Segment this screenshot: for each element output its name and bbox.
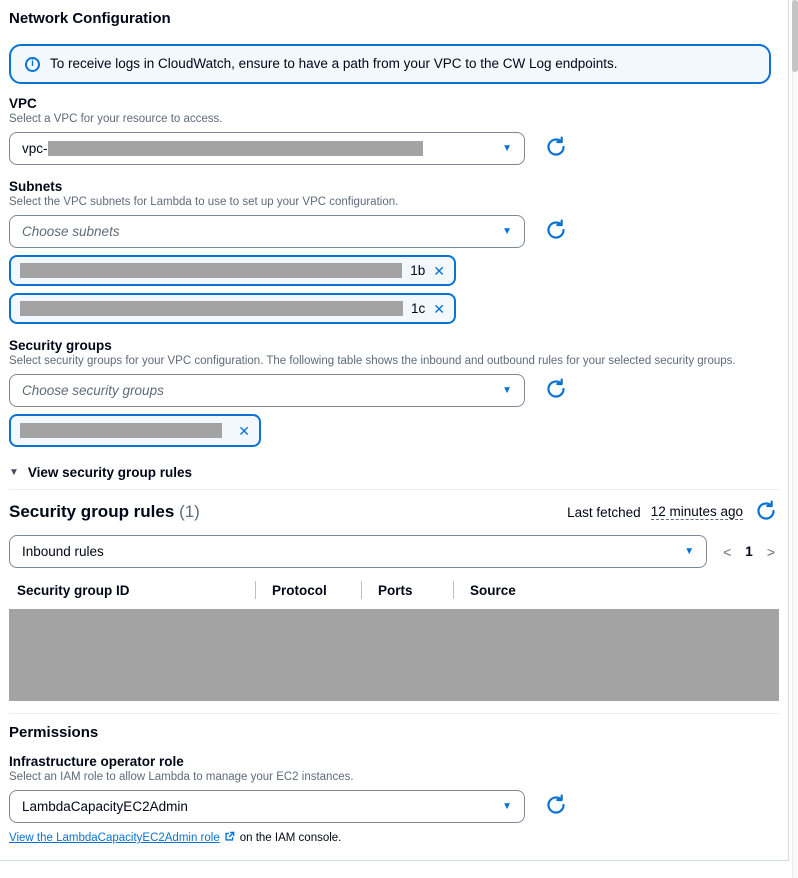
security-group-token-redacted-text	[20, 423, 222, 438]
security-groups-description: Select security groups for your VPC configuration. The following table shows the inbound and outbound rules for your selected security groups.	[9, 355, 736, 367]
refresh-icon	[545, 378, 567, 403]
column-divider	[255, 581, 256, 599]
rules-filter-row	[9, 535, 779, 568]
rules-table-redacted-content	[9, 609, 779, 701]
rules-table-header	[9, 580, 779, 600]
security-group-rules-header	[9, 499, 779, 525]
role-link-suffix: on the IAM console.	[239, 832, 342, 844]
column-divider	[453, 581, 454, 599]
section-divider	[9, 489, 779, 490]
subnets-label: Subnets	[9, 179, 63, 194]
operator-role-label: Infrastructure operator role	[9, 754, 184, 769]
column-divider	[361, 581, 362, 599]
rules-direction-select[interactable]	[9, 535, 707, 568]
vpc-field	[9, 96, 769, 165]
last-fetched	[567, 499, 779, 525]
security-groups-field	[9, 338, 769, 447]
operator-role-select[interactable]	[9, 790, 525, 823]
previous-page-button[interactable]: <	[723, 543, 732, 560]
subnets-select[interactable]	[9, 215, 525, 248]
vpc-selected-value: vpc-	[22, 141, 48, 156]
rules-counter: (1)	[179, 502, 200, 521]
operator-role-refresh-button[interactable]	[543, 794, 569, 820]
subnets-refresh-button[interactable]	[543, 219, 569, 245]
expander-caret-icon: ▼	[9, 467, 19, 478]
view-role-link-text: View the LambdaCapacityEC2Admin role	[9, 832, 220, 844]
subnets-description: Select the VPC subnets for Lambda to use to set up your VPC configuration.	[9, 196, 399, 208]
dismiss-icon[interactable]: ✕	[433, 262, 445, 279]
current-page[interactable]: 1	[745, 544, 753, 559]
external-link-icon	[224, 831, 235, 845]
view-security-group-rules-expander[interactable]	[9, 465, 192, 480]
chevron-down-icon: ▼	[684, 546, 695, 557]
dismiss-icon[interactable]: ✕	[433, 300, 445, 317]
next-page-button[interactable]: >	[766, 543, 775, 560]
vpc-label: VPC	[9, 96, 37, 111]
subnet-token-redacted-text	[20, 301, 403, 316]
chevron-down-icon: ▼	[502, 801, 512, 812]
column-header-ports: Ports	[378, 582, 413, 598]
vpc-description: Select a VPC for your resource to access.	[9, 113, 223, 125]
info-alert-text: To receive logs in CloudWatch, ensure to have a path from your VPC to the CW Log endpoints.	[50, 56, 618, 71]
dismiss-icon[interactable]: ✕	[238, 422, 250, 439]
refresh-icon	[545, 219, 567, 244]
expander-label: View security group rules	[27, 465, 192, 480]
column-header-protocol: Protocol	[272, 582, 327, 598]
section-divider	[9, 713, 779, 714]
refresh-icon	[545, 136, 567, 161]
subnet-token-suffix: 1b	[410, 263, 426, 278]
chevron-down-icon: ▼	[502, 143, 512, 154]
rules-pagination	[719, 544, 779, 560]
security-groups-select[interactable]	[9, 374, 525, 407]
subnet-token-suffix: 1c	[411, 301, 426, 316]
rules-direction-value: Inbound rules	[22, 544, 104, 559]
refresh-icon	[545, 794, 567, 819]
rules-title-text: Security group rules	[9, 502, 175, 521]
infrastructure-operator-role-field	[9, 754, 769, 845]
vpc-redacted-value	[48, 141, 423, 156]
last-fetched-prefix: Last fetched	[567, 504, 641, 520]
chevron-down-icon: ▼	[502, 385, 512, 396]
column-header-security-group-id: Security group ID	[17, 582, 130, 598]
info-alert	[9, 44, 771, 84]
subnet-token	[9, 293, 456, 324]
security-groups-refresh-button[interactable]	[543, 378, 569, 404]
vpc-select[interactable]	[9, 132, 525, 165]
operator-role-link-row	[9, 831, 769, 845]
operator-role-value: LambdaCapacityEC2Admin	[22, 799, 188, 814]
security-groups-label: Security groups	[9, 338, 112, 353]
vpc-refresh-button[interactable]	[543, 136, 569, 162]
subnet-token	[9, 255, 456, 286]
scrollbar-thumb[interactable]	[792, 0, 798, 72]
subnets-placeholder: Choose subnets	[22, 224, 120, 239]
info-icon: i	[25, 57, 40, 72]
view-role-link[interactable]	[9, 831, 235, 845]
security-group-token	[9, 414, 261, 447]
page-title: Network Configuration	[9, 10, 171, 27]
permissions-title: Permissions	[9, 724, 99, 741]
operator-role-description: Select an IAM role to allow Lambda to manage your EC2 instances.	[9, 771, 354, 783]
rules-refresh-button[interactable]	[753, 499, 779, 525]
subnet-token-redacted-text	[20, 263, 402, 278]
subnets-field	[9, 179, 769, 324]
refresh-icon	[755, 500, 777, 525]
scrollbar-track[interactable]	[792, 0, 798, 878]
security-group-rules-title	[9, 502, 200, 522]
security-groups-placeholder: Choose security groups	[22, 383, 164, 398]
last-fetched-time[interactable]: 12 minutes ago	[650, 504, 743, 519]
column-header-source: Source	[470, 582, 516, 598]
chevron-down-icon: ▼	[502, 226, 512, 237]
